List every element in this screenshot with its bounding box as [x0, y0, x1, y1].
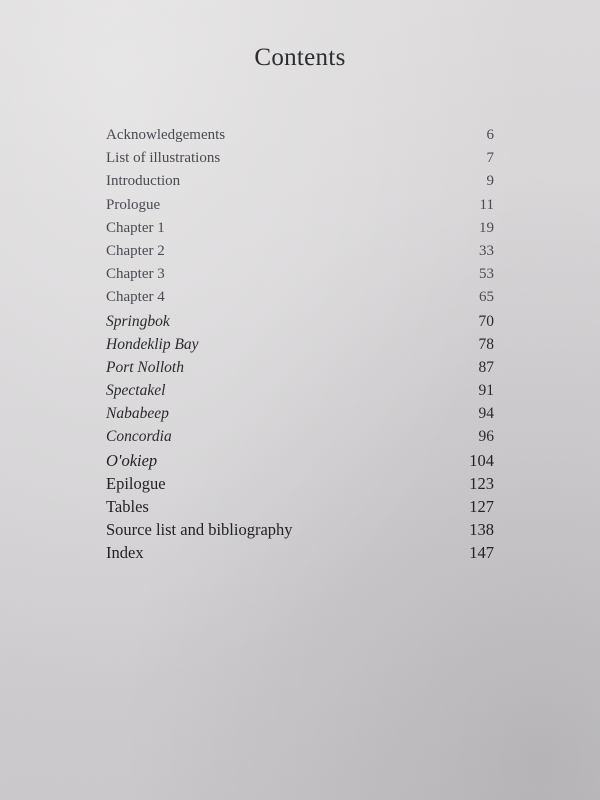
- toc-entry-page: 65: [479, 289, 494, 306]
- toc-entry-chapter-4: [106, 286, 494, 309]
- toc-entry-page: 91: [478, 382, 494, 400]
- toc-entry-chapter-2: [106, 240, 494, 263]
- toc-entry-page: 104: [469, 450, 494, 470]
- toc-entry-source-list-and-bibliography: [106, 518, 494, 541]
- toc-entry-list-of-illustrations: [106, 147, 494, 170]
- toc-entry-label: Chapter 2: [106, 242, 165, 259]
- toc-entry-label: Chapter 3: [106, 266, 165, 283]
- toc-entry-page: 147: [469, 543, 494, 563]
- toc-entry-springbok: [106, 310, 494, 333]
- toc-entry-tables: [106, 495, 494, 518]
- toc-entry-ookiep: [106, 449, 494, 472]
- toc-entry-label: Acknowledgements: [106, 127, 226, 143]
- toc-entry-label: Introduction: [106, 173, 181, 190]
- toc-entry-chapter-3: [106, 263, 494, 286]
- toc-entry-index: [106, 541, 494, 564]
- toc-entry-page: 138: [469, 520, 494, 540]
- toc-entry-page: 33: [479, 242, 494, 259]
- toc-entry-page: 19: [479, 219, 494, 236]
- toc-entry-label: Concordia: [106, 428, 172, 446]
- toc-entry-page: 11: [479, 196, 494, 213]
- toc-entry-page: 9: [486, 173, 494, 190]
- toc-entry-page: 7: [486, 150, 494, 167]
- toc-entry-label: Epilogue: [106, 473, 166, 493]
- toc-entry-page: 96: [478, 428, 494, 446]
- toc-entry-nababeep: [106, 402, 494, 425]
- toc-entry-label: Chapter 1: [106, 219, 165, 236]
- toc-entry-label: List of illustrations: [106, 150, 221, 167]
- toc-entry-concordia: [106, 425, 494, 448]
- table-of-contents: [106, 124, 494, 565]
- toc-entry-page: 123: [469, 473, 494, 493]
- toc-entry-label: Index: [106, 543, 144, 563]
- toc-entry-label: Port Nolloth: [106, 358, 184, 376]
- toc-entry-page: 53: [479, 266, 494, 283]
- toc-entry-page: 94: [478, 405, 494, 423]
- toc-entry-label: Prologue: [106, 196, 161, 213]
- toc-entry-page: 70: [478, 312, 494, 330]
- toc-entry-label: Source list and bibliography: [106, 520, 293, 540]
- toc-entry-page: 87: [478, 358, 494, 376]
- toc-entry-page: 78: [478, 335, 494, 353]
- toc-entry-introduction: [106, 170, 494, 193]
- toc-entry-epilogue: [106, 472, 494, 495]
- contents-title: Contents: [254, 44, 346, 71]
- toc-entry-prologue: [106, 194, 494, 217]
- toc-entry-label: Nababeep: [106, 405, 169, 423]
- toc-entry-label: Spectakel: [106, 382, 166, 400]
- toc-entry-page: 127: [469, 497, 494, 516]
- toc-entry-spectakel: [106, 379, 494, 402]
- toc-entry-label: Chapter 4: [106, 289, 165, 306]
- toc-entry-label: O'okiep: [106, 450, 158, 470]
- toc-entry-label: Springbok: [106, 312, 170, 330]
- toc-entry-page: 6: [486, 127, 494, 143]
- toc-entry-port-nolloth: [106, 356, 494, 379]
- toc-entry-acknowledgements: [106, 124, 494, 147]
- toc-entry-chapter-1: [106, 217, 494, 240]
- toc-entry-hondeklip-bay: [106, 333, 494, 356]
- toc-entry-label: Tables: [106, 497, 149, 516]
- toc-entry-label: Hondeklip Bay: [106, 335, 199, 353]
